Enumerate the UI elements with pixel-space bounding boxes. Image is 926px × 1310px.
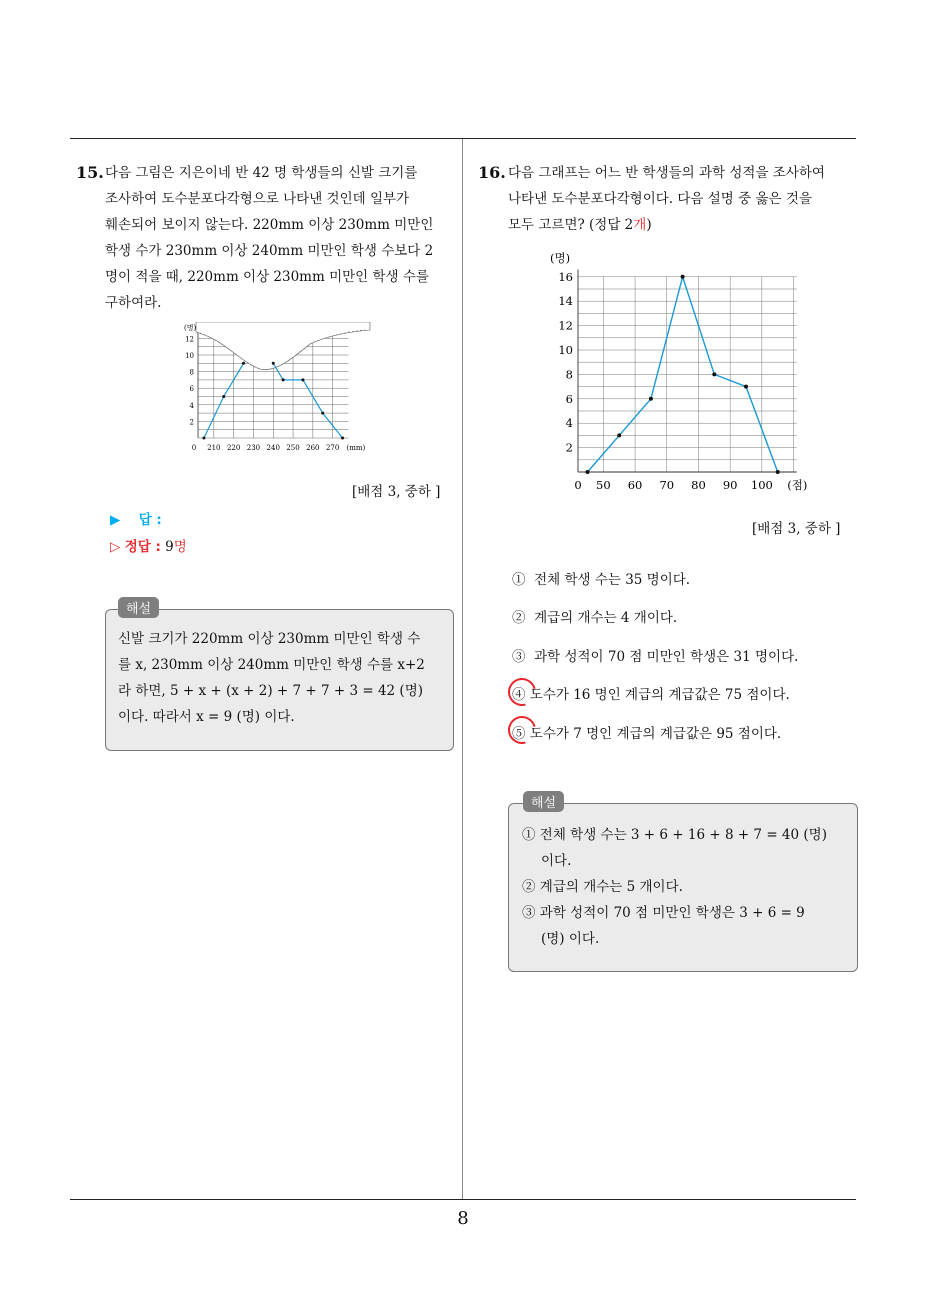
question-line: 나타낸 도수분포다각형이다. 다음 설명 중 옳은 것을: [508, 191, 812, 207]
x-tick-label: 80: [691, 478, 706, 492]
y-tick-label: 2: [565, 440, 573, 455]
x-tick-label: 70: [659, 478, 675, 492]
y-tick-label: 4: [189, 401, 194, 410]
data-point: [586, 470, 590, 474]
y-tick-label: 10: [558, 343, 573, 357]
option-number: ④: [512, 687, 526, 703]
question-line: 학생 수가 230mm 이상 240mm 미만인 학생 수보다 2: [105, 243, 434, 259]
explanation-text-16: [522, 822, 852, 952]
explanation-line: 를 x, 230mm 이상 240mm 미만인 학생 수를 x+2: [118, 657, 425, 673]
question-16-text: [508, 160, 860, 238]
data-point: [649, 397, 653, 401]
answer-label: 답 :: [138, 512, 162, 528]
x-tick-label: 240: [266, 444, 280, 452]
question-line: 다음 그래프는 어느 반 학생들의 과학 성적을 조사하여: [508, 165, 825, 181]
series-line: [204, 363, 244, 438]
x-tick-label: 210: [207, 444, 221, 452]
data-point: [744, 385, 748, 389]
explanation-line: 라 하면, 5 + x + (x + 2) + 7 + 7 + 3 = 42 (명): [118, 683, 424, 699]
data-point: [301, 378, 304, 381]
question-15-number: 15.: [76, 163, 104, 182]
bottom-rule: [70, 1199, 856, 1200]
question-line-prefix: 모두 고르면? (정답 2: [508, 217, 634, 233]
x-tick-label: 220: [226, 444, 241, 452]
data-point: [617, 433, 621, 437]
triangle-filled-icon: ▶: [110, 512, 121, 528]
y-tick-label: 6: [189, 385, 194, 394]
correct-answer-row: [110, 535, 187, 555]
option-5[interactable]: [512, 722, 781, 742]
explanation-line: 이다.: [541, 853, 572, 869]
option-number: ⑤: [512, 726, 526, 742]
y-tick-label: 16: [558, 269, 573, 284]
option-text: 도수가 7 명인 계급의 계급값은 95 점이다.: [529, 726, 782, 742]
x-tick-label: 260: [306, 444, 320, 452]
explanation-line: 이다. 따라서 x = 9 (명) 이다.: [118, 709, 295, 725]
y-tick-label: 8: [565, 367, 573, 382]
explanation-tab: 해설: [118, 597, 159, 618]
option-text: 도수가 16 명인 계급의 계급값은 75 점이다.: [529, 687, 790, 703]
question-line-suffix: ): [646, 217, 652, 233]
explanation-text-15: [118, 626, 448, 730]
x-tick-label: 270: [325, 444, 340, 452]
correct-unit: 명: [173, 539, 187, 555]
data-point: [282, 378, 285, 381]
x-tick-label: 230: [246, 444, 261, 452]
question-line: 훼손되어 보이지 않는다. 220mm 이상 230mm 미만인: [105, 217, 434, 233]
explanation-line: 신발 크기가 220mm 이상 230mm 미만인 학생 수: [118, 631, 421, 647]
data-point: [321, 412, 324, 415]
y-tick-label: 4: [565, 416, 573, 431]
x-tick-label: 0: [574, 478, 582, 492]
y-tick-label: 12: [185, 335, 194, 344]
option-number: ①: [512, 572, 526, 588]
question-15-meta: [배점 3, 중하 ]: [352, 484, 441, 500]
y-tick-label: 10: [185, 352, 194, 360]
x-tick-label: 60: [627, 478, 643, 492]
answer-row: [110, 508, 162, 528]
option-2[interactable]: [512, 606, 677, 626]
y-tick-label: 6: [565, 391, 573, 406]
data-point: [272, 362, 275, 365]
x-tick-label: 90: [722, 478, 738, 492]
data-point: [242, 362, 245, 365]
page-number: 8: [457, 1208, 469, 1229]
explanation-line: ③ 과학 성적이 70 점 미만인 학생은 3 + 6 = 9: [522, 905, 805, 921]
question-line: [508, 212, 860, 238]
x-tick-label: 250: [286, 444, 300, 452]
option-number: ③: [512, 649, 526, 665]
question-16-number: 16.: [478, 163, 506, 182]
option-4[interactable]: [512, 683, 790, 703]
top-rule: [70, 138, 856, 139]
question-line: 명이 적을 때, 220mm 이상 230mm 미만인 학생 수를: [105, 269, 429, 285]
y-tick-label: 8: [189, 368, 194, 377]
series-line: [273, 363, 342, 438]
question-line: 다음 그림은 지은이네 반 42 명 학생들의 신발 크기를: [105, 165, 418, 181]
option-text: 계급의 개수는 4 개이다.: [534, 610, 678, 626]
x-tick-label: 100: [750, 478, 773, 492]
question-line-red: 개: [633, 217, 647, 233]
option-3[interactable]: [512, 645, 798, 665]
y-axis-label: (명): [550, 251, 571, 265]
data-point: [712, 372, 716, 376]
y-tick-label: 12: [558, 318, 573, 333]
explanation-line: ② 계급의 개수는 5 개이다.: [522, 879, 683, 895]
option-text: 전체 학생 수는 35 명이다.: [534, 572, 691, 588]
x-axis-label: (mm): [346, 444, 366, 452]
data-point: [222, 395, 225, 398]
shoe-size-chart: [170, 322, 385, 457]
option-number: ②: [512, 610, 526, 626]
y-axis-label: (명): [184, 324, 197, 332]
triangle-outline-icon: ▷: [110, 539, 121, 555]
question-line: 조사하여 도수분포다각형으로 나타낸 것인데 일부가: [105, 191, 410, 207]
question-16-meta: [배점 3, 중하 ]: [752, 521, 841, 537]
data-point: [681, 275, 685, 279]
x-axis-label: (점): [787, 478, 808, 492]
question-15-text: [105, 160, 457, 316]
explanation-line: (명) 이다.: [541, 931, 600, 947]
x-tick-label: 50: [596, 478, 611, 492]
data-point: [776, 470, 780, 474]
x-tick-label: 0: [191, 444, 197, 452]
correct-label: 정답 :: [124, 539, 161, 555]
explanation-line: ① 전체 학생 수는 3 + 6 + 16 + 8 + 7 = 40 (명): [522, 827, 827, 843]
option-text: 과학 성적이 70 점 미만인 학생은 31 명이다.: [534, 649, 799, 665]
science-score-chart: [540, 250, 825, 500]
correct-value: 9: [165, 539, 174, 555]
column-divider: [462, 139, 463, 1199]
data-point: [202, 437, 205, 440]
data-point: [341, 437, 344, 440]
y-tick-label: 14: [558, 294, 573, 309]
explanation-tab: 해설: [523, 791, 564, 812]
option-1[interactable]: [512, 568, 690, 588]
question-line: 구하여라.: [105, 295, 162, 311]
y-tick-label: 2: [189, 418, 194, 427]
torn-area: [196, 322, 370, 370]
